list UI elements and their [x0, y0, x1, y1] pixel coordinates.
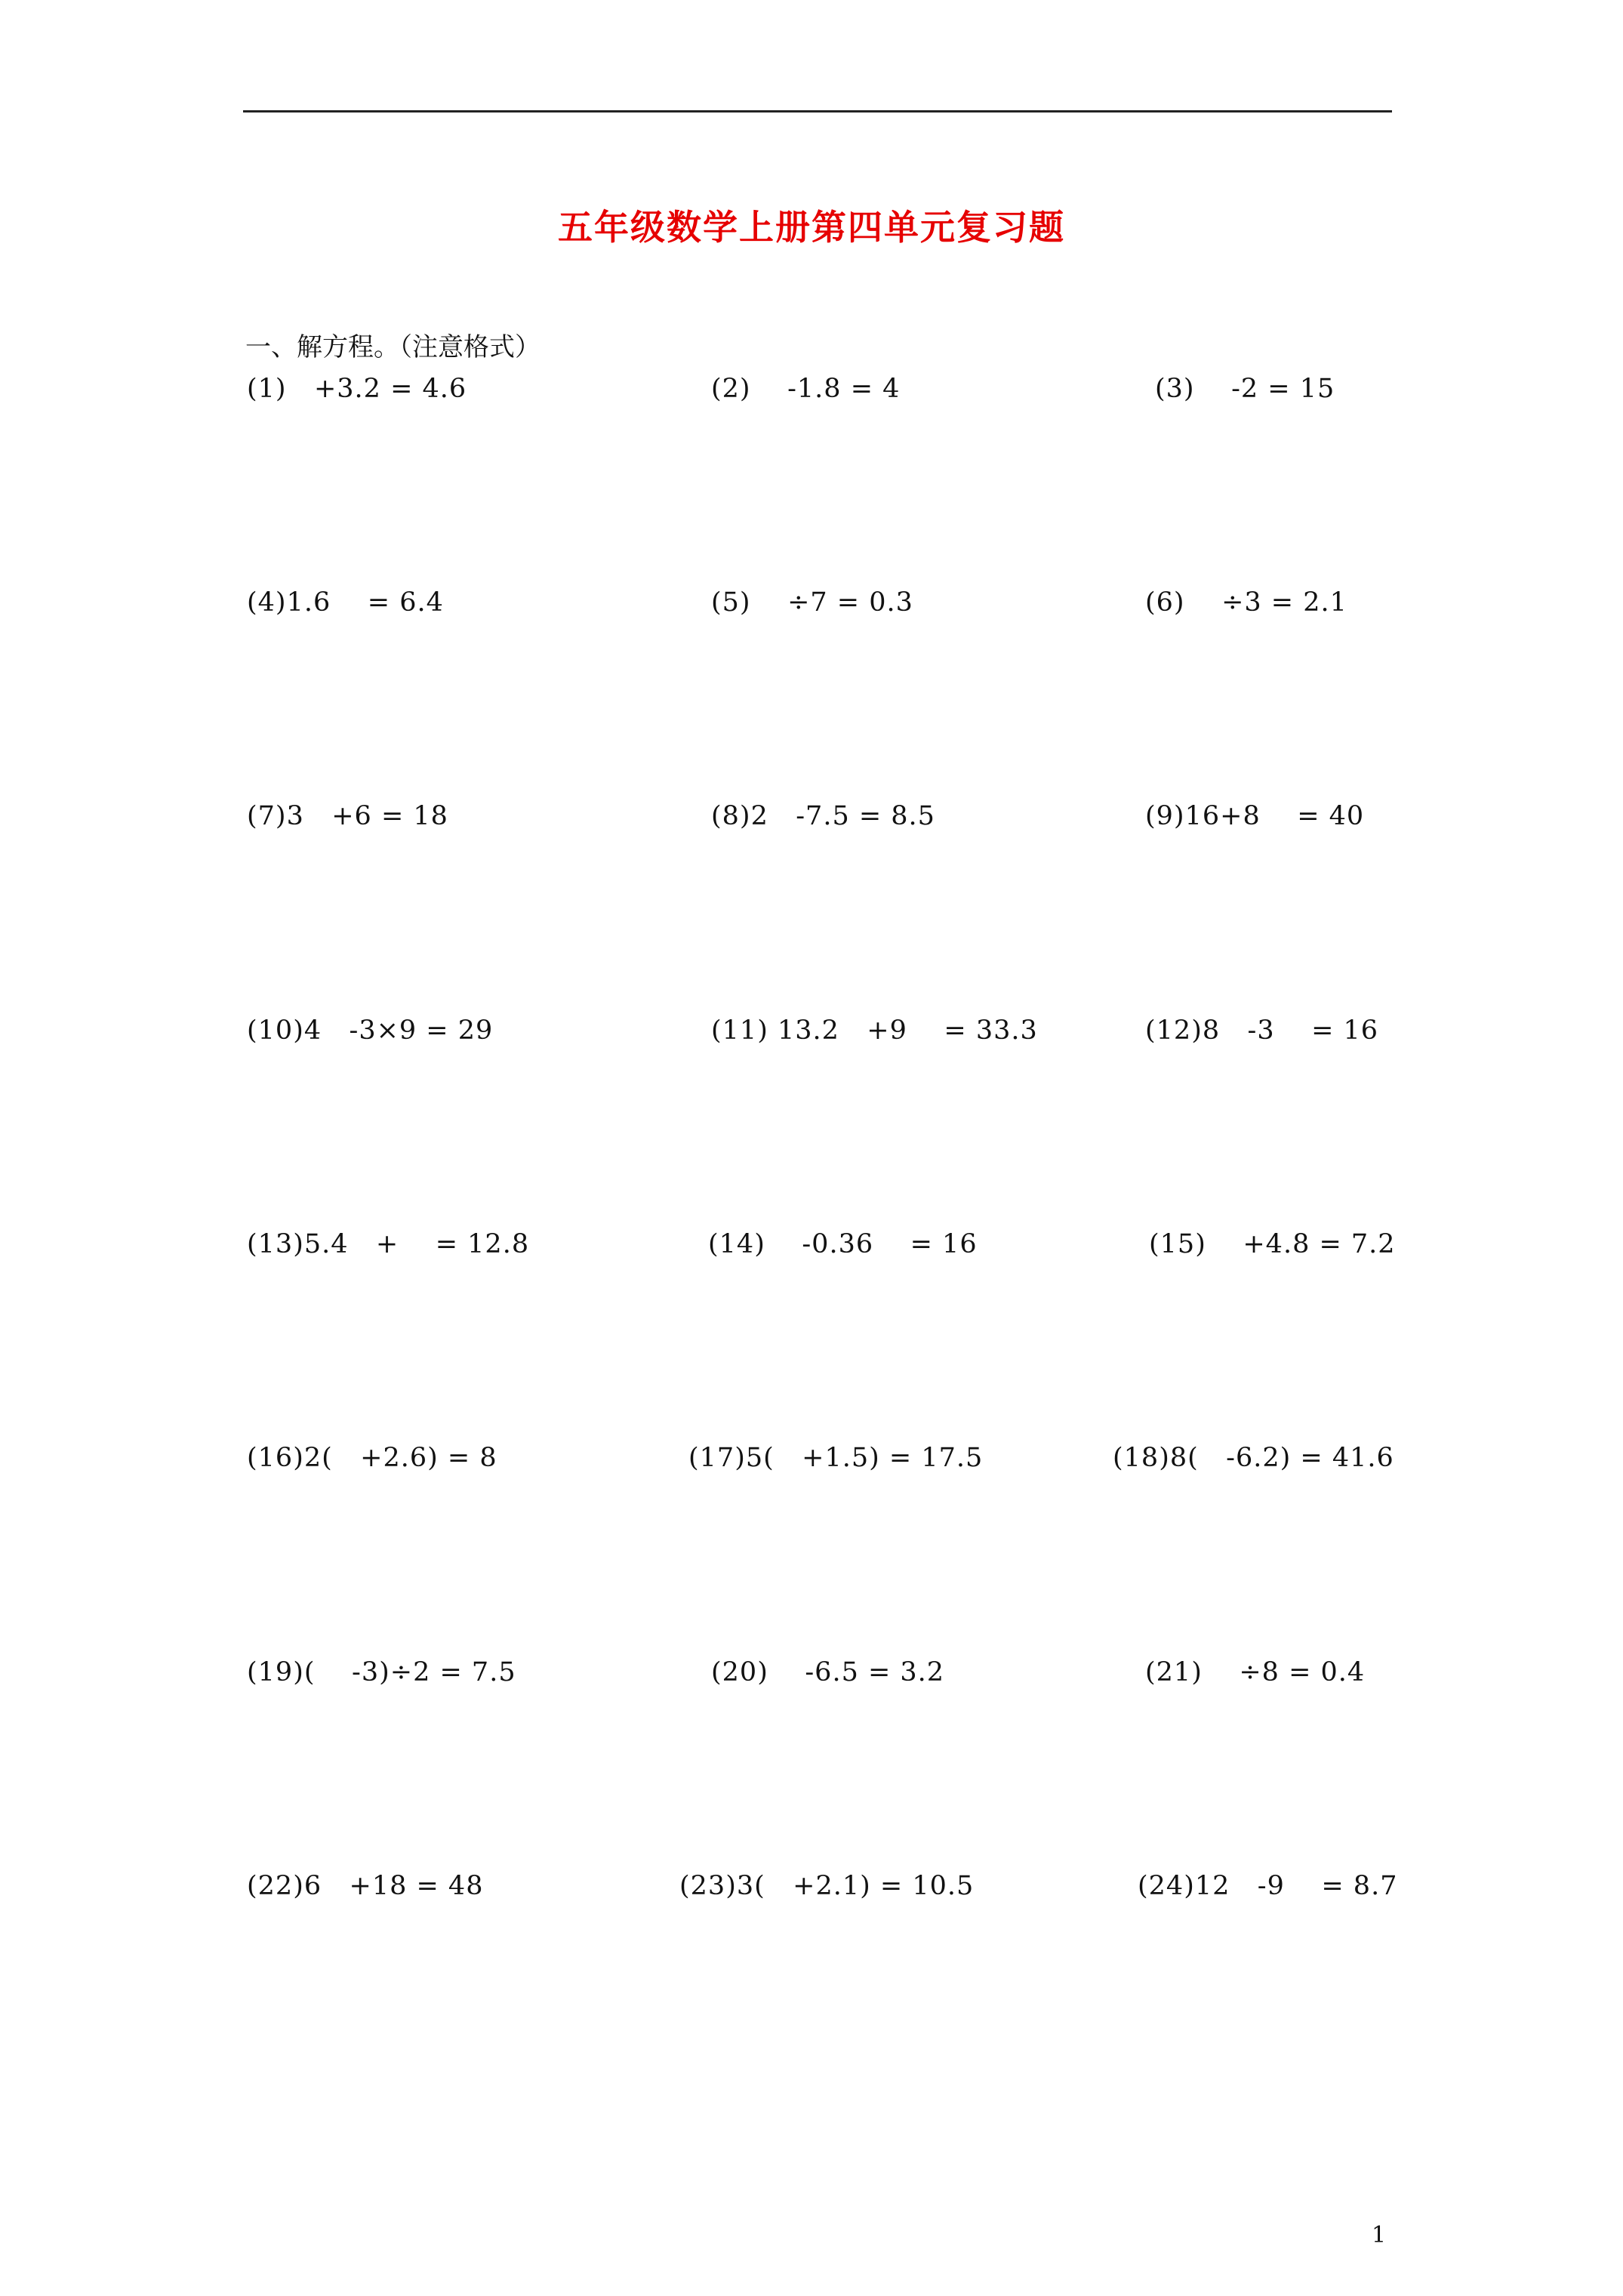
problem-3: (3) -2 = 15 [1155, 374, 1335, 404]
problem-1: (1) +3.2 = 4.6 [247, 374, 467, 404]
problem-16: (16)2( +2.6) = 8 [247, 1443, 497, 1473]
page-number: 1 [1372, 2222, 1387, 2248]
header-rule [243, 110, 1392, 112]
problem-10: (10)4 -3×9 = 29 [247, 1015, 494, 1046]
problem-4: (4)1.6 = 6.4 [247, 587, 444, 618]
problem-23: (23)3( +2.1) = 10.5 [679, 1871, 975, 1901]
problem-row [0, 587, 1623, 627]
problem-19: (19)( -3)÷2 = 7.5 [247, 1657, 516, 1687]
problem-20: (20) -6.5 = 3.2 [711, 1657, 945, 1687]
problem-9: (9)16+8 = 40 [1145, 801, 1365, 831]
page-title: 五年级数学上册第四单元复习题 [558, 207, 1065, 248]
problem-row [0, 1873, 1623, 1911]
problem-24: (24)12 -9 = 8.7 [1138, 1871, 1398, 1901]
problem-5: (5) ÷7 = 0.3 [711, 587, 913, 618]
problem-15: (15) +4.8 = 7.2 [1149, 1229, 1396, 1259]
problem-11: (11) 13.2 +9 = 33.3 [711, 1015, 1038, 1046]
problem-21: (21) ÷8 = 0.4 [1145, 1657, 1366, 1687]
problem-row [0, 1445, 1623, 1483]
section-heading: 一、解方程。（注意格式） [245, 332, 540, 362]
problem-8: (8)2 -7.5 = 8.5 [711, 801, 935, 831]
problem-row [0, 376, 1623, 414]
problem-6: (6) ÷3 = 2.1 [1145, 587, 1347, 618]
problem-18: (18)8( -6.2) = 41.6 [1113, 1443, 1394, 1473]
problem-2: (2) -1.8 = 4 [711, 374, 901, 404]
problem-row [0, 1015, 1623, 1056]
problem-row [0, 803, 1623, 841]
problem-14: (14) -0.36 = 16 [708, 1229, 978, 1259]
problem-22: (22)6 +18 = 48 [247, 1871, 484, 1901]
problem-7: (7)3 +6 = 18 [247, 801, 448, 831]
problem-12: (12)8 -3 = 16 [1145, 1015, 1379, 1046]
problem-row [0, 1657, 1623, 1697]
problem-17: (17)5( +1.5) = 17.5 [688, 1443, 984, 1473]
problem-13: (13)5.4 + = 12.8 [247, 1229, 530, 1259]
problem-row [0, 1231, 1623, 1269]
